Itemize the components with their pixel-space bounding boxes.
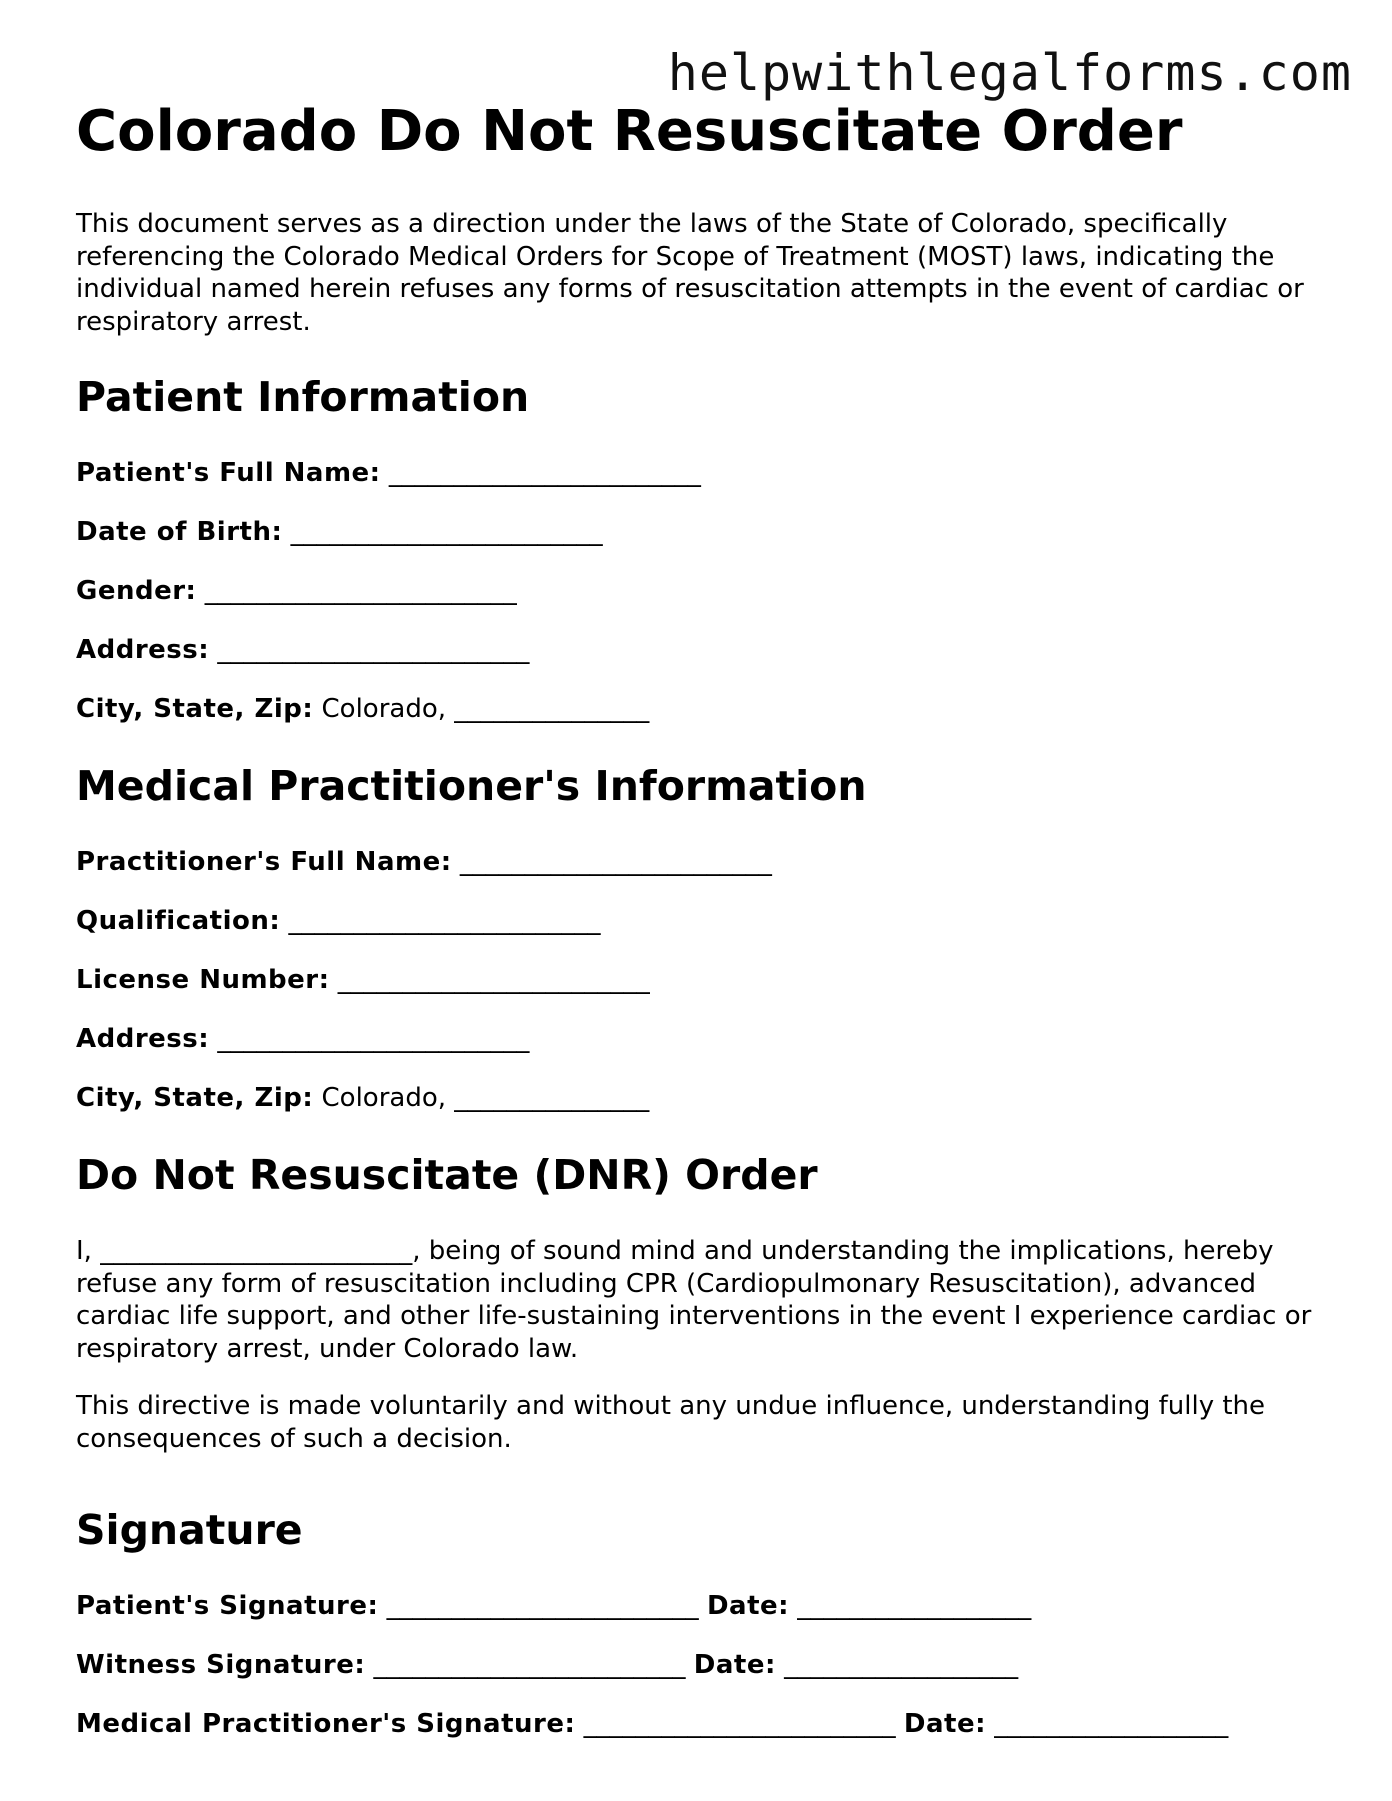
practitioner-city-state-zip-label: City, State, Zip:	[76, 1083, 314, 1113]
document-page	[76, 96, 1326, 1767]
watermark-text: helpwithlegalforms.com	[667, 44, 1352, 102]
practitioner-full-name-field[interactable]	[76, 846, 1326, 878]
intro-paragraph: This document serves as a direction under the laws of the State of Colorado, specifically referencing the Colorado Medical Orders for Scope of Treatment (MOST) laws, indicating the individual named herein refuses any forms of resuscitation attempts in the event of cardiac or respiratory arrest.	[76, 209, 1304, 337]
patient-signature-blank[interactable]: ________________________	[386, 1591, 699, 1621]
witness-signature-label: Witness Signature:	[76, 1650, 366, 1680]
patient-info-heading: Patient Information	[76, 373, 530, 421]
practitioner-qualification-field[interactable]	[76, 905, 1326, 937]
witness-signature-date-blank[interactable]: __________________	[784, 1650, 1019, 1680]
practitioner-qualification-blank[interactable]: ________________________	[288, 906, 601, 936]
patient-dob-blank[interactable]: ________________________	[290, 517, 603, 547]
patient-city-state-zip-value[interactable]: Colorado, _______________	[321, 694, 650, 724]
dnr-statement-paragraph: I, ________________________, being of sound mind and understanding the implications, hereby refuse any form of resuscitation including CPR (Cardiopulmonary Resuscitation), advanced cardiac life support, and other life-sustaining interventions in the event I experience cardiac or respiratory arrest, under Colorado law.	[76, 1236, 1312, 1364]
patient-full-name-label: Patient's Full Name:	[76, 458, 381, 488]
practitioner-address-field[interactable]	[76, 1023, 1326, 1055]
practitioner-license-blank[interactable]: ________________________	[337, 965, 650, 995]
practitioner-signature-blank[interactable]: ________________________	[583, 1709, 896, 1739]
patient-gender-field[interactable]	[76, 575, 1326, 607]
practitioner-qualification-label: Qualification:	[76, 906, 281, 936]
patient-gender-blank[interactable]: ________________________	[204, 576, 517, 606]
patient-signature-date-blank[interactable]: __________________	[797, 1591, 1032, 1621]
patient-full-name-blank[interactable]: ________________________	[388, 458, 701, 488]
patient-gender-label: Gender:	[76, 576, 197, 606]
practitioner-license-field[interactable]	[76, 964, 1326, 996]
patient-address-field[interactable]	[76, 634, 1326, 666]
patient-full-name-field[interactable]	[76, 457, 1326, 489]
dnr-voluntary-paragraph: This directive is made voluntarily and without any undue influence, understanding fully the consequences of such a decision.	[76, 1391, 1266, 1454]
practitioner-address-label: Address:	[76, 1024, 210, 1054]
witness-signature-date-label: Date:	[693, 1650, 776, 1680]
practitioner-signature-date-blank[interactable]: __________________	[994, 1709, 1229, 1739]
patient-city-state-zip-label: City, State, Zip:	[76, 694, 314, 724]
patient-address-label: Address:	[76, 635, 210, 665]
practitioner-address-blank[interactable]: ________________________	[217, 1024, 530, 1054]
patient-address-blank[interactable]: ________________________	[217, 635, 530, 665]
patient-signature-row[interactable]	[76, 1590, 1326, 1622]
patient-signature-date-label: Date:	[706, 1591, 790, 1621]
practitioner-full-name-blank[interactable]: ________________________	[459, 847, 772, 877]
practitioner-city-state-zip-value[interactable]: Colorado, _______________	[321, 1083, 650, 1113]
practitioner-signature-row[interactable]	[76, 1708, 1326, 1740]
practitioner-city-state-zip-field[interactable]	[76, 1082, 1326, 1114]
patient-city-state-zip-field[interactable]	[76, 693, 1326, 725]
patient-dob-field[interactable]	[76, 516, 1326, 548]
dnr-order-heading: Do Not Resuscitate (DNR) Order	[76, 1151, 818, 1199]
practitioner-info-heading: Medical Practitioner's Information	[76, 762, 867, 810]
patient-signature-label: Patient's Signature:	[76, 1591, 379, 1621]
witness-signature-row[interactable]	[76, 1649, 1326, 1681]
practitioner-signature-label: Medical Practitioner's Signature:	[76, 1709, 576, 1739]
witness-signature-blank[interactable]: ________________________	[373, 1650, 686, 1680]
patient-dob-label: Date of Birth:	[76, 517, 283, 547]
page-title: Colorado Do Not Resuscitate Order	[76, 99, 1183, 164]
signature-heading: Signature	[76, 1506, 303, 1554]
practitioner-signature-date-label: Date:	[903, 1709, 987, 1739]
practitioner-license-label: License Number:	[76, 965, 330, 995]
practitioner-full-name-label: Practitioner's Full Name:	[76, 847, 452, 877]
